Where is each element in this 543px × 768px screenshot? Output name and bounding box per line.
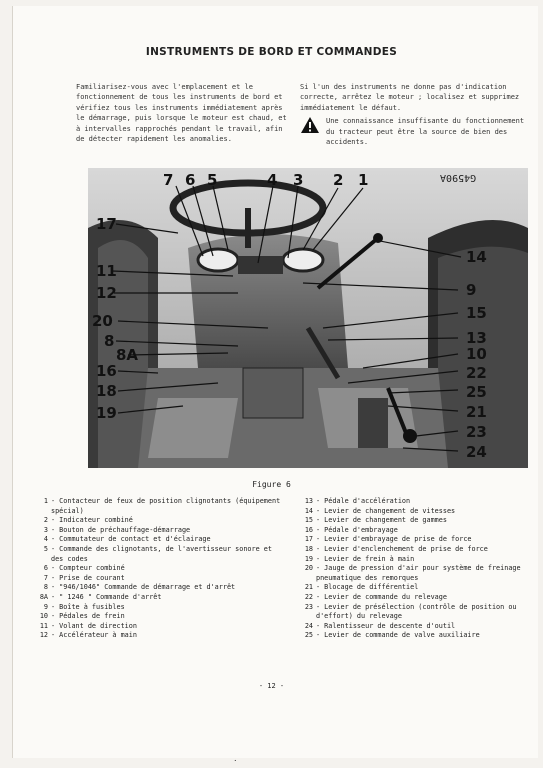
legend-text: - " 1246 " Commande d'arrêt [51,592,162,601]
legend-number: 4 [43,535,48,544]
legend-item [28,593,286,603]
legend-text: - Compteur combiné [51,564,125,573]
legend-text: - "946/1046" Commande de démarrage et d'arrêt [51,583,236,592]
intro-paragraph-right [300,82,528,147]
legend-item [293,497,529,507]
legend-text: - Pédale d'embrayage [316,525,398,534]
callout-24: 24 [466,443,487,461]
legend-number: 23 [304,602,313,611]
legend-number: 19 [304,554,313,563]
legend-text: - Levier de présélection (contrôle de position ou d'effort) du relevage [316,602,517,621]
photo-reference-code: G4590A [440,172,477,183]
legend-text: - Levier de commande de valve auxiliaire [316,631,480,640]
legend-text: - Levier de commande du relevage [316,592,447,601]
legend-item [293,564,529,583]
legend-text: - Levier d'enclenchement de prise de force [316,544,488,553]
legend-number: 20 [304,564,313,573]
dashboard-photo [88,168,528,468]
legend-text: - Levier de changement de gammes [316,516,447,525]
callout-22: 22 [466,364,487,382]
callout-7: 7 [163,171,174,189]
legend-item [28,545,286,564]
legend-number: 1 [43,497,48,505]
callout-19: 19 [96,404,117,422]
intro-right-text: Si l'un des instruments ne donne pas d'indication correcte, arrêtez le moteur ; localisez et supprimez immédiatement le défaut. [300,83,520,112]
legend-item [28,631,286,641]
legend-item [293,622,529,632]
legend-number: 12 [39,631,48,640]
legend-item [28,612,286,622]
legend-item [28,583,286,593]
callout-25: 25 [466,383,487,401]
legend-text: - Levier de frein à main [316,554,415,563]
legend-number: 10 [39,612,48,621]
callout-11: 11 [96,262,117,280]
legend-item [28,497,286,516]
footer-dot: . [234,754,237,763]
legend-text: - Levier de changement de vitesses [316,506,456,515]
legend-text: - Pédale d'accélération [316,497,411,505]
callout-16: 16 [96,362,117,380]
legend-number: 3 [43,525,48,534]
callout-17: 17 [96,215,117,233]
legend-right-column [293,497,529,641]
callout-20: 20 [92,312,113,330]
legend-number: 14 [304,506,313,515]
legend-item [28,535,286,545]
legend-text: - Jauge de pression d'air pour système de freinage pneumatique des remorques [316,564,521,582]
legend-item [293,507,529,517]
callout-18: 18 [96,382,117,400]
legend-left-column [28,497,286,641]
callout-14: 14 [466,248,487,266]
warning-text: Une connaissance insuffisante du fonctionnement du tracteur peut être la source de bien des accidents. [326,117,525,147]
legend-number: 22 [304,592,313,601]
callout-9: 9 [466,281,477,299]
legend-number: 13 [304,497,313,505]
legend-item [28,564,286,574]
legend-item [293,545,529,555]
intro-paragraph-left: Familiarisez-vous avec l'emplacement et le fonctionnement de tous les instruments de bord et vérifiez tous les instruments immédiatement après le démarrage, puis lorsque le moteur est chaud, et à intervalles rapprochés pendant le travail, afin de détecter rapidement les anomalies. [76,83,287,144]
legend-text: - Pédales de frein [51,612,125,621]
legend-number: 8 [43,583,48,592]
legend-text: - Levier d'embrayage de prise de force [316,535,472,544]
legend-text: - Boîte à fusibles [51,602,125,611]
legend-item [28,603,286,613]
legend-item [28,622,286,632]
callout-6: 6 [185,171,196,189]
legend-text: - Commande des clignotants, de l'avertisseur sonore et des codes [51,544,272,563]
legend-item [28,526,286,536]
callout-12: 12 [96,284,117,302]
page-number: - 12 - [258,682,285,690]
warning-block [300,116,528,147]
legend-item [293,593,529,603]
callout-1: 1 [358,171,369,189]
legend-item [293,631,529,641]
callout-4: 4 [267,171,278,189]
callout-5: 5 [207,171,218,189]
legend-item [293,555,529,565]
legend-text: - Ralentisseur de descente d'outil [316,621,456,630]
callout-10: 10 [466,345,487,363]
legend-text: - Accélérateur à main [51,631,137,640]
page-title: INSTRUMENTS DE BORD ET COMMANDES [145,46,398,58]
legend-number: 7 [43,573,48,582]
legend-text: - Indicateur combiné [51,516,133,525]
legend-item [293,535,529,545]
legend-item [28,574,286,584]
legend-item [293,516,529,526]
figure-caption: Figure 6 [252,480,291,489]
callout-2: 2 [333,171,344,189]
legend-text: - Bouton de préchauffage-démarrage [51,525,191,534]
legend-number: 9 [43,602,48,611]
legend-item [28,516,286,526]
legend-number: 11 [39,621,48,630]
legend-item [293,603,529,622]
legend-number: 5 [43,544,48,553]
legend-number: 17 [304,535,313,544]
legend-number: 16 [304,525,313,534]
callout-23: 23 [466,423,487,441]
callout-21: 21 [466,403,487,421]
callout-13: 13 [466,329,487,347]
legend-number: 8A [39,592,48,601]
legend-text: - Prise de courant [51,573,125,582]
legend-number: 21 [304,583,313,592]
legend-item [293,583,529,593]
legend-text: - Blocage de différentiel [316,583,419,592]
callout-15: 15 [466,304,487,322]
callout-8: 8 [104,332,115,350]
warning-triangle-icon [300,116,320,134]
legend-text: - Volant de direction [51,621,137,630]
legend-number: 2 [43,516,48,525]
legend-text: - Contacteur de feux de position clignotants (équipement spécial) [51,497,281,515]
legend-text: - Commutateur de contact et d'éclairage [51,535,211,544]
legend-number: 25 [304,631,313,640]
callout-8a: 8A [116,346,139,364]
legend-number: 15 [304,516,313,525]
legend-number: 24 [304,621,313,630]
legend-item [293,526,529,536]
legend-number: 18 [304,544,313,553]
legend-number: 6 [43,564,48,573]
callout-3: 3 [293,171,304,189]
